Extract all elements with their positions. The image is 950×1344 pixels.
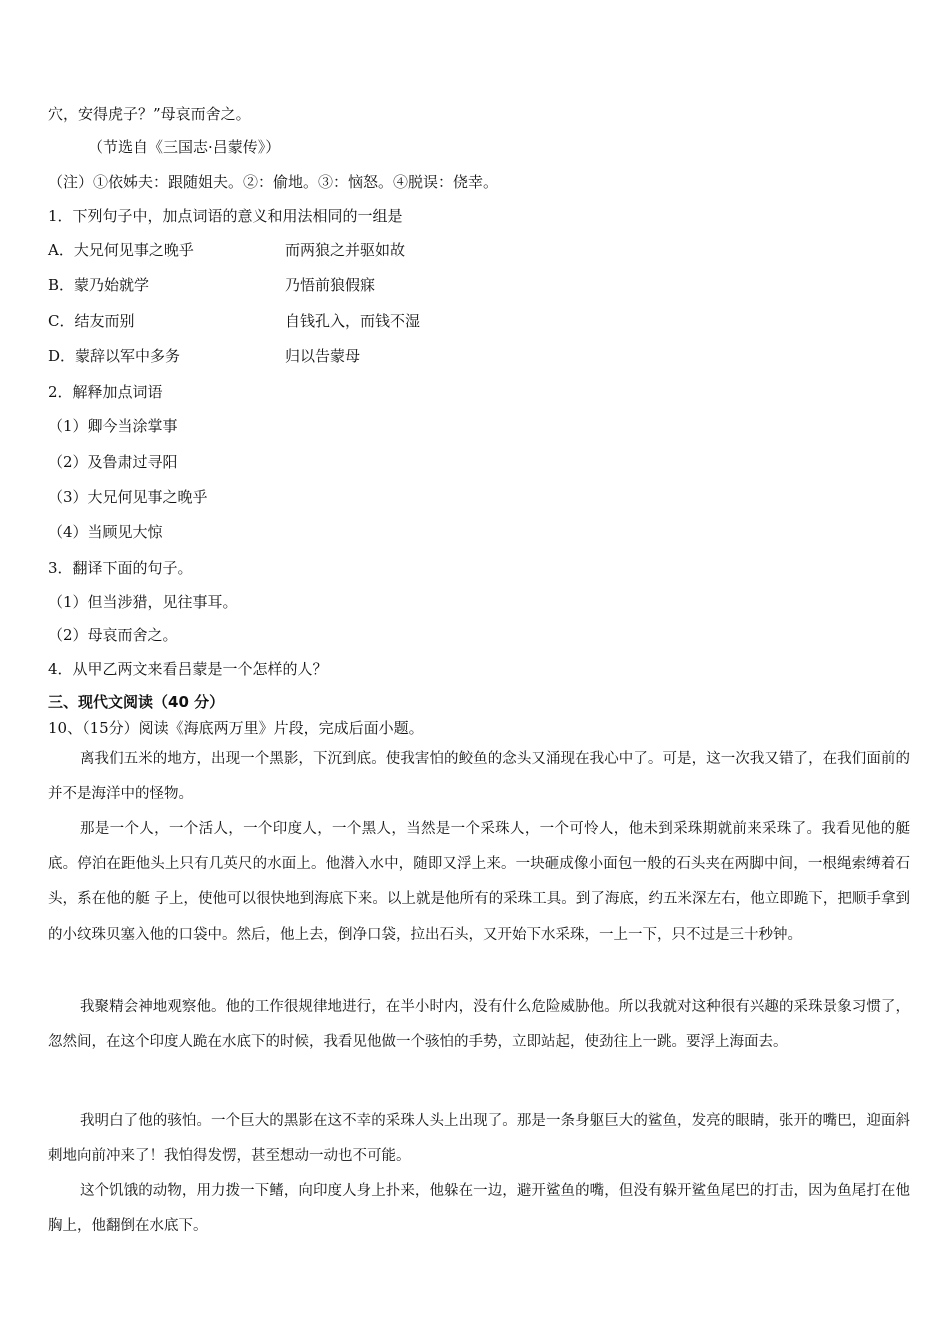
option-d-right: 归以告蒙母 [285, 347, 361, 365]
question-3-item: （2）母哀而舍之。 [48, 626, 178, 644]
question-10-stem: 10、（15分）阅读《海底两万里》片段，完成后面小题。 [48, 719, 424, 737]
passage-tail: 穴，安得虎子？”母哀而舍之。 [48, 105, 251, 123]
question-4-stem: 4．从甲乙两文来看吕蒙是一个怎样的人？ [48, 660, 328, 678]
option-d-left: D．蒙辞以军中多务 [48, 347, 181, 365]
question-1-stem: 1．下列句子中，加点词语的意义和用法相同的一组是 [48, 207, 403, 225]
option-c-right: 自钱孔入，而钱不湿 [285, 312, 421, 330]
reading-paragraph-1: 离我们五米的地方，出现一个黑影，下沉到底。使我害怕的鲛鱼的念头又涌现在我心中了。可是，这一次我又错了，在我们面前的并不是海洋中的怪物。 [48, 751, 910, 803]
reading-paragraph-4: 我明白了他的骇怕。一个巨大的黑影在这不幸的采珠人头上出现了。那是一条身躯巨大的鲨鱼，发亮的眼睛，张开的嘴巴，迎面斜刺地向前冲来了！我怕得发愣，甚至想动一动也不可能。 [48, 1113, 910, 1165]
option-c-left: C．结友而别 [48, 312, 135, 330]
reading-paragraph-5: 这个饥饿的动物，用力拨一下鳍，向印度人身上扑来，他躲在一边，避开鲨鱼的嘴，但没有躲开鲨鱼尾巴的打击，因为鱼尾打在他胸上，他翻倒在水底下。 [48, 1183, 910, 1235]
option-b-right: 乃悟前狼假寐 [285, 276, 376, 294]
option-a-right: 而两狼之并驱如故 [285, 241, 406, 259]
question-2-item: （3）大兄何见事之晚乎 [48, 488, 208, 506]
option-a-left: A．大兄何见事之晚乎 [48, 241, 194, 259]
question-2-item: （2）及鲁肃过寻阳 [48, 453, 178, 471]
source-citation: （节选自《三国志·吕蒙传》） [88, 138, 281, 156]
question-2-item: （4）当顾见大惊 [48, 523, 163, 541]
question-3-stem: 3．翻译下面的句子。 [48, 559, 193, 577]
annotation-notes: （注）①依姊夫：跟随姐夫。②：偷地。③：恼怒。④脱误：侥幸。 [48, 173, 499, 191]
option-b-left: B．蒙乃始就学 [48, 276, 150, 294]
question-2-stem: 2．解释加点词语 [48, 383, 163, 401]
reading-paragraph-3: 我聚精会神地观察他。他的工作很规律地进行，在半小时内，没有什么危险威胁他。所以我就对这种很有兴趣的采珠景象习惯了，忽然间，在这个印度人跪在水底下的时候，我看见他做一个骇怕的手势，立即站起，使劲往上一跳。要浮上海面去。 [48, 999, 910, 1051]
section-3-heading: 三、现代文阅读（40 分） [48, 693, 225, 711]
question-2-item: （1）卿今当涂掌事 [48, 417, 178, 435]
question-3-item: （1）但当涉猎，见往事耳。 [48, 593, 238, 611]
reading-paragraph-2: 那是一个人，一个活人，一个印度人，一个黑人，当然是一个采珠人，一个可怜人，他未到采珠期就前来采珠了。我看见他的艇底。停泊在距他头上只有几英尺的水面上。他潜入水中，随即又浮上来。一块砸成像小面包一般的石头夹在两脚中间，一根绳索缚着石头，系在他的艇 子上，使他可以很快地到海底下来。以上就是他所有的采珠工具。到了海底，约五米深左右，他立即跪下，把顺手拿到的小纹珠贝塞入他的口袋中。然后，他上去，倒净口袋，拉出石头，又开始下水采珠，一上一下，只不过是三十秒钟。 [48, 821, 910, 943]
